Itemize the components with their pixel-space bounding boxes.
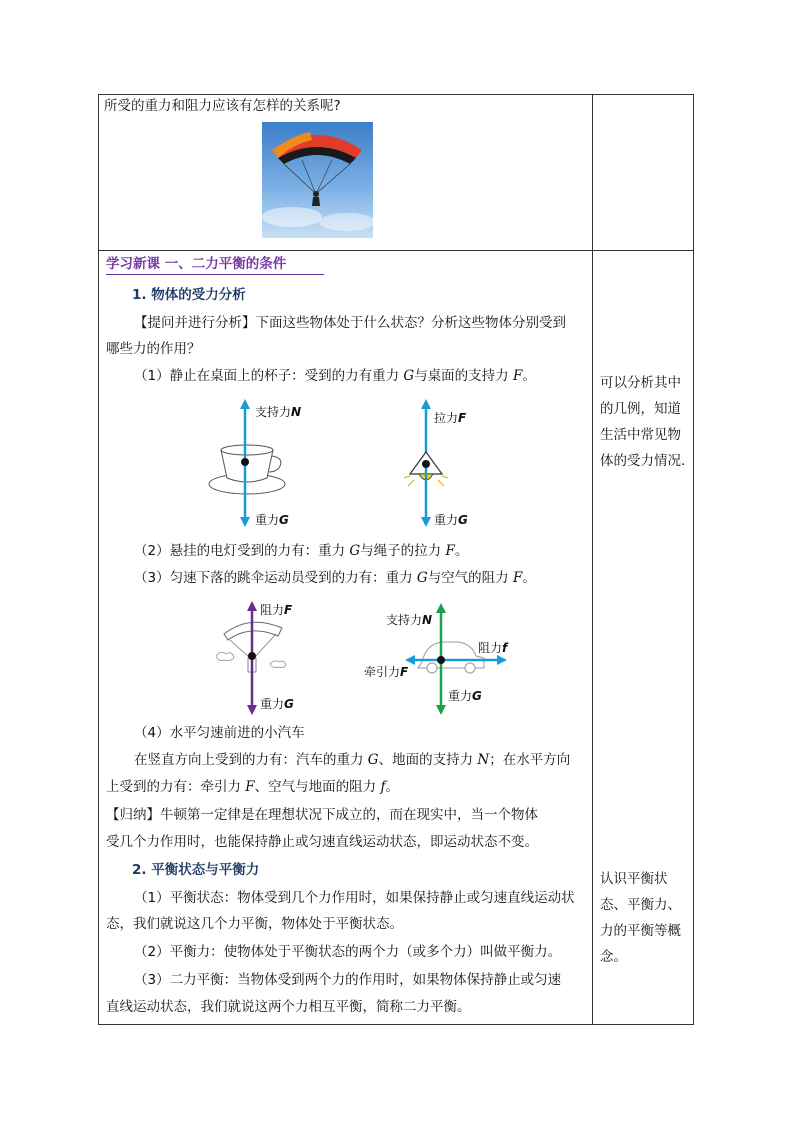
side-note-1-line: 可以分析其中 — [600, 375, 681, 391]
item4-desc1: 在竖直方向上受到的力有：汽车的重力 G、地面的支持力 N；在水平方向 — [134, 752, 571, 768]
part2-title: 2. 平衡状态与平衡力 — [132, 862, 260, 878]
para-up-label: 阻力F — [260, 603, 293, 617]
row-divider — [98, 250, 694, 251]
parachute-photo — [262, 122, 373, 238]
def1-line1: （1）平衡状态：物体受到几个力作用时，如果保持静止或匀速直线运动状 — [134, 890, 575, 906]
side-note-2-line: 念。 — [600, 949, 627, 965]
def2: （2）平衡力：使物体处于平衡状态的两个力（或多个力）叫做平衡力。 — [134, 944, 562, 960]
car-down-label: 重力G — [448, 689, 482, 703]
parachute-force-diagram — [210, 598, 310, 718]
item4-desc2: 上受到的力有：牵引力 F、空气与地面的阻力 f。 — [106, 779, 399, 795]
car-right-label: 阻力f — [478, 641, 508, 655]
item3: （3）匀速下落的跳伞运动员受到的力有：重力 G与空气的阻力 F。 — [134, 570, 536, 586]
cup-down-label: 重力G — [255, 513, 289, 527]
section-title-underline — [106, 274, 324, 275]
def3-line2: 直线运动状态，我们就说这两个力相互平衡，简称二力平衡。 — [106, 999, 471, 1015]
def1-line2: 态，我们就说这几个力平衡，物体处于平衡状态。 — [106, 916, 403, 932]
question-tail: 所受的重力和阻力应该有怎样的关系呢? — [104, 98, 341, 114]
side-note-1-line: 生活中常见物 — [600, 427, 681, 443]
summary-line2: 受几个力作用时，也能保持静止或匀速直线运动状态，即运动状态不变。 — [106, 834, 538, 850]
side-note-2-line: 力的平衡等概 — [600, 923, 681, 939]
column-divider — [592, 94, 593, 1025]
summary-line1: 【归纳】牛顿第一定律是在理想状况下成立的，而在现实中，当一个物体 — [106, 807, 538, 823]
item2: （2）悬挂的电灯受到的力有：重力 G与绳子的拉力 F。 — [134, 543, 469, 559]
side-note-2-line: 认识平衡状 — [600, 871, 668, 887]
side-note-1-line: 体的受力情况. — [600, 453, 686, 469]
side-note-1-line: 的几例，知道 — [600, 401, 681, 417]
car-force-diagram — [360, 600, 530, 718]
def3-line1: （3）二力平衡：当物体受到两个力的作用时，如果物体保持静止或匀速 — [134, 972, 562, 988]
section-title: 学习新课 一、二力平衡的条件 — [106, 256, 287, 272]
para-down-label: 重力G — [260, 697, 294, 711]
car-left-label: 牵引力F — [364, 665, 409, 679]
lamp-up-label: 拉力F — [434, 411, 467, 425]
item1: （1）静止在桌面上的杯子：受到的力有重力 G与桌面的支持力 F。 — [134, 368, 536, 384]
cup-force-diagram — [205, 398, 335, 530]
cup-up-label: 支持力N — [255, 405, 302, 419]
side-note-2-line: 态、平衡力、 — [600, 897, 681, 913]
lamp-force-diagram — [400, 398, 490, 530]
car-up-label: 支持力N — [386, 613, 433, 627]
side-note-2 — [600, 866, 681, 970]
lamp-down-label: 重力G — [434, 513, 468, 527]
part1-title: 1. 物体的受力分析 — [132, 287, 246, 303]
prompt-line2: 哪些力的作用？ — [106, 341, 201, 357]
prompt-line1: 【提问并进行分析】下面这些物体处于什么状态？分析这些物体分别受到 — [134, 315, 566, 331]
side-note-1 — [600, 370, 685, 474]
item4: （4）水平匀速前进的小汽车 — [134, 725, 305, 741]
